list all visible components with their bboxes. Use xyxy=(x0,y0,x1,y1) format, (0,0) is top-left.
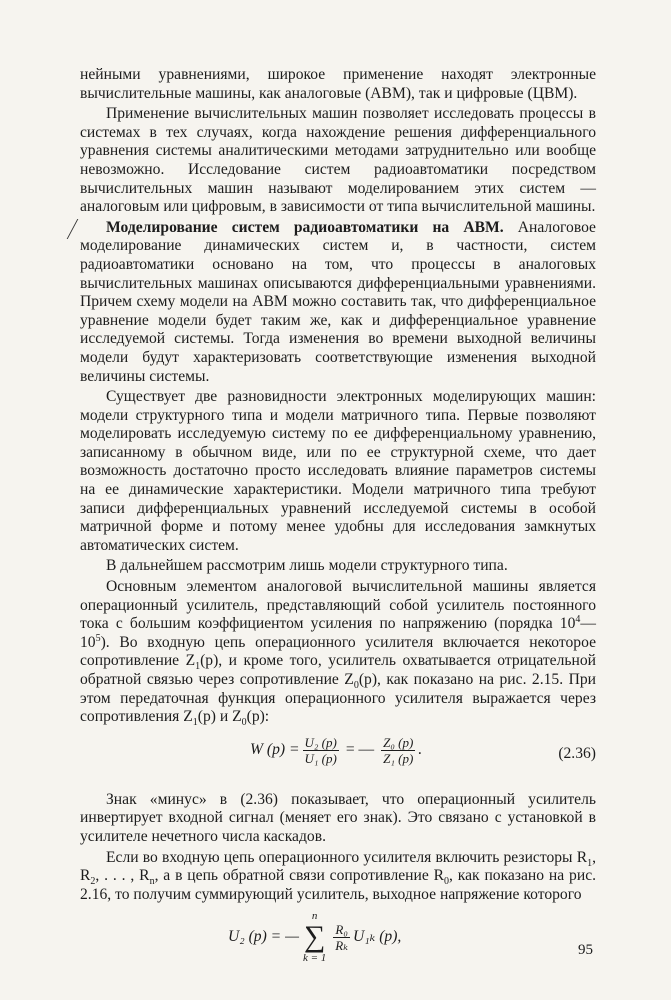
denominator: Rₖ xyxy=(335,937,348,953)
paragraph-1 xyxy=(80,66,596,103)
paragraph-6 xyxy=(80,578,596,727)
body-text xyxy=(80,66,596,976)
subscript: 0 xyxy=(444,876,450,888)
sum-lower-limit: k = 1 xyxy=(302,952,327,965)
equation-body xyxy=(250,735,422,766)
period: . xyxy=(418,740,423,758)
subscript: 0 xyxy=(353,680,359,692)
superscript: 4 xyxy=(575,614,581,626)
paragraph-8 xyxy=(80,849,596,905)
text-run: ). Во входную цепь операционного усилителя включается некоторое сопротивление Z xyxy=(80,633,596,670)
fraction xyxy=(333,922,350,953)
subscript: 0 xyxy=(241,717,247,729)
text-run: Основным элементом аналоговой вычислительной машины является операционный усилитель, представляющий собой усилитель постоянного тока с большим коэффициентом усиления по напряжению (порядка 10 xyxy=(80,578,596,633)
text-run: (p), и кроме того, усилитель охватывается отрицательной обратной связью через сопротивление Z xyxy=(80,652,596,688)
subscript: 1 xyxy=(192,717,198,729)
paragraph-text: Применение вычислительных машин позволяет исследовать процессы в системах в тех случаях, когда нахождение решения дифференциального уравнения системы аналитическими методами затруднительно или вообще невозможно. Исследование систем радиоавтоматики посредством вычислительных машин называют моделированием этих систем — аналоговым или цифровым, в зависимости от типа вычислительной машины. xyxy=(80,105,596,216)
text-run: , R xyxy=(80,848,596,885)
subscript: n xyxy=(149,876,155,888)
page-number: 95 xyxy=(578,942,593,958)
paragraph-2 xyxy=(80,105,596,217)
paragraph-text: В дальнейшем рассмотрим лишь модели структурного типа. xyxy=(106,557,508,575)
denominator: Z₁ (p) xyxy=(383,750,414,766)
subscript: 2 xyxy=(90,876,96,888)
text-run: (p) и Z xyxy=(197,708,242,726)
paragraph-4 xyxy=(80,388,596,555)
equation-lhs: U₂ (p) = — xyxy=(228,928,299,946)
equation-rhs: U₁ₖ (p), xyxy=(352,928,402,946)
equation-body xyxy=(228,910,401,964)
equals-minus: = — xyxy=(345,740,375,758)
sum-upper-limit: n xyxy=(311,910,318,923)
paragraph-section-avm xyxy=(80,219,596,386)
paragraph-text: Знак «минус» в (2.36) показывает, что операционный усилитель инвертирует входной сигнал (меняет его знак). Это связано с установкой в усилителе нечетного числа каскадов. xyxy=(80,790,596,845)
text-run: , как показано на рис. 2.16, то получим суммирующий усилитель, выходное напряжение которого xyxy=(80,867,597,903)
fraction xyxy=(381,735,415,766)
numerator: Z₀ (p) xyxy=(383,734,414,750)
margin-mark-icon xyxy=(67,219,89,239)
equation-number: (2.36) xyxy=(558,744,596,762)
denominator: U₁ (p) xyxy=(304,750,337,766)
text-run: (p): xyxy=(246,708,270,726)
superscript: 5 xyxy=(95,632,101,644)
equation-2-36 xyxy=(80,731,596,777)
paragraph-text: нейными уравнениями, широкое применение находят электронные вычислительные машины, как аналоговые (АВМ), так и цифровые (ЦВМ). xyxy=(80,66,596,102)
text-run: , а в цепь обратной связи сопротивление R xyxy=(154,867,445,885)
paragraph-text: Существует две разновидности электронных моделирующих машин: модели структурного типа и модели матричного типа. Первые позволяют моделировать исследуемую систему по ее дифференциальному уравнению, записанному в обычном виде, или по ее структурной схеме, что дает возможность достаточно просто исследовать влияние параметров системы на ее динамические характеристики. Модели матричного типа требуют записи дифференциальных уравнений исследуемой системы в особой матричной форме и потому менее удобны для исследования замкнутых автоматических систем. xyxy=(80,388,596,554)
section-heading: Моделирование систем радиоавтоматики на АВМ. xyxy=(106,218,504,236)
paragraph-7 xyxy=(80,791,596,847)
text-run: , . . . , R xyxy=(95,867,150,885)
subscript: 1 xyxy=(587,857,593,869)
equation-lhs: W (p) = xyxy=(250,740,300,758)
summing-equation xyxy=(80,910,596,976)
sigma-symbol: ∑ xyxy=(303,920,326,954)
paragraph-text: Аналоговое моделирование динамических систем и, в частности, систем радиоавтоматики основано на том, что процессы в аналоговых вычислительных машинах описываются дифференциальными уравнениями. Причем схему модели на АВМ можно составить так, что дифференциальное уравнение модели будет таким же, как и дифференциальное уравнение исследуемой системы. Тогда изменения во времени выходной величины модели будут характеризовать соответствующие изменения выходной величины системы. xyxy=(80,218,596,385)
text-run: —10 xyxy=(80,615,596,651)
fraction xyxy=(303,735,339,766)
subscript: 1 xyxy=(195,661,201,673)
numerator: U₂ (p) xyxy=(304,734,337,750)
text-run: (p), как показано на рис. 2.15. При этом передаточная функция операционного усилителя выражается через сопротивления Z xyxy=(80,671,596,726)
summation xyxy=(303,910,326,964)
text-run: Если во входную цепь операционного усилителя включить резисторы R xyxy=(106,848,588,866)
paragraph-5 xyxy=(80,557,596,576)
numerator: R₀ xyxy=(335,921,348,937)
